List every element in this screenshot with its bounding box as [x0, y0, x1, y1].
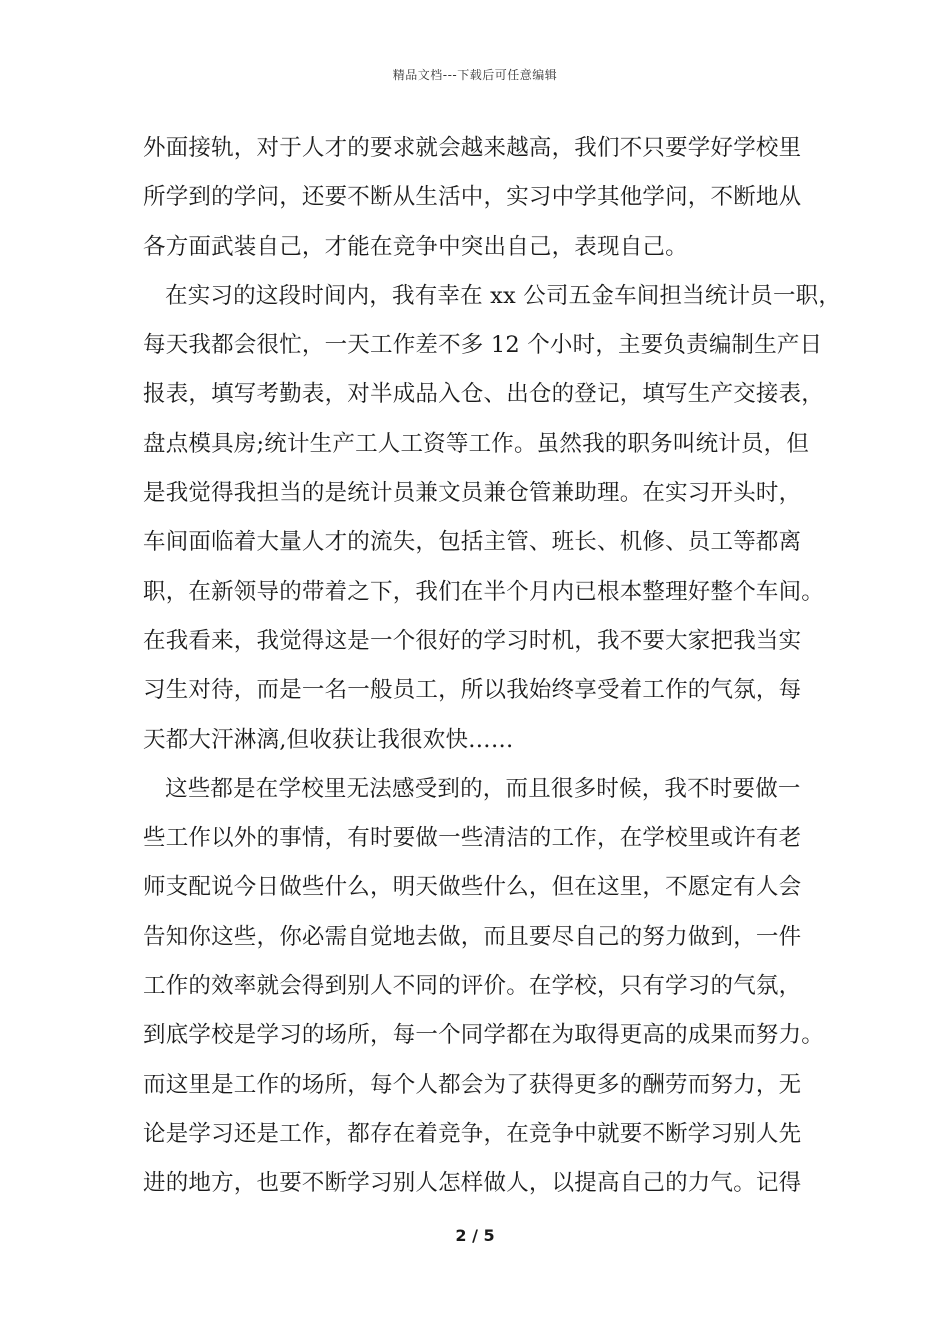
text-line: 在我看来，我觉得这是一个很好的学习时机，我不要大家把我当实 — [143, 627, 802, 654]
text-line: 每天我都会很忙，一天工作差不多 12 个小时，主要负责编制生产日 — [143, 332, 823, 359]
document-body — [143, 124, 842, 1209]
page-number: 2 / 5 — [455, 1226, 495, 1245]
text-line: 报表，填写考勤表，对半成品入仓、出仓的登记，填写生产交接表， — [143, 381, 825, 408]
text-line: 而这里是工作的场所，每个人都会为了获得更多的酬劳而努力，无 — [143, 1071, 802, 1098]
text-line: 到底学校是学习的场所，每一个同学都在为取得更高的成果而努力。 — [143, 1022, 825, 1049]
text-line: 是我觉得我担当的是统计员兼文员兼仓管兼助理。在实习开头时， — [143, 480, 802, 507]
text-line: 些工作以外的事情，有时要做一些清洁的工作，在学校里或许有老 — [143, 825, 802, 852]
paragraph-start-line: 这些都是在学校里无法感受到的，而且很多时候，我不时要做一 — [165, 775, 801, 802]
paragraph-start-line: 在实习的这段时间内，我有幸在 xx 公司五金车间担当统计员一职， — [165, 282, 842, 309]
text-line: 职，在新领导的带着之下，我们在半个月内已根本整理好整个车间。 — [143, 578, 825, 605]
text-line: 进的地方，也要不断学习别人怎样做人，以提高自己的力气。记得 — [143, 1170, 802, 1197]
text-line: 各方面武装自己，才能在竞争中突出自己，表现自己。 — [143, 233, 688, 260]
text-line: 论是学习还是工作，都存在着竞争，在竞争中就要不断学习别人先 — [143, 1120, 802, 1147]
text-line: 外面接轨，对于人才的要求就会越来越高，我们不只要学好学校里 — [143, 135, 802, 161]
text-line: 告知你这些，你必需自觉地去做，而且要尽自己的努力做到，一件 — [143, 923, 802, 950]
page-header: 精品文档---下载后可任意编辑 — [392, 68, 558, 82]
text-line: 习生对待，而是一名一般员工，所以我始终享受着工作的气氛，每 — [143, 677, 802, 704]
text-line: 工作的效率就会得到别人不同的评价。在学校，只有学习的气氛， — [143, 973, 802, 1000]
text-line: 师支配说今日做些什么，明天做些什么，但在这里，不愿定有人会 — [143, 874, 802, 901]
text-line: 盘点模具房;统计生产工人工资等工作。虽然我的职务叫统计员，但 — [143, 430, 810, 457]
text-line: 车间面临着大量人才的流失，包括主管、班长、机修、员工等都离 — [143, 529, 802, 556]
text-line: 所学到的学问，还要不断从生活中，实习中学其他学问，不断地从 — [143, 184, 802, 211]
text-line: 天都大汗淋漓,但收获让我很欢快…… — [143, 726, 514, 753]
